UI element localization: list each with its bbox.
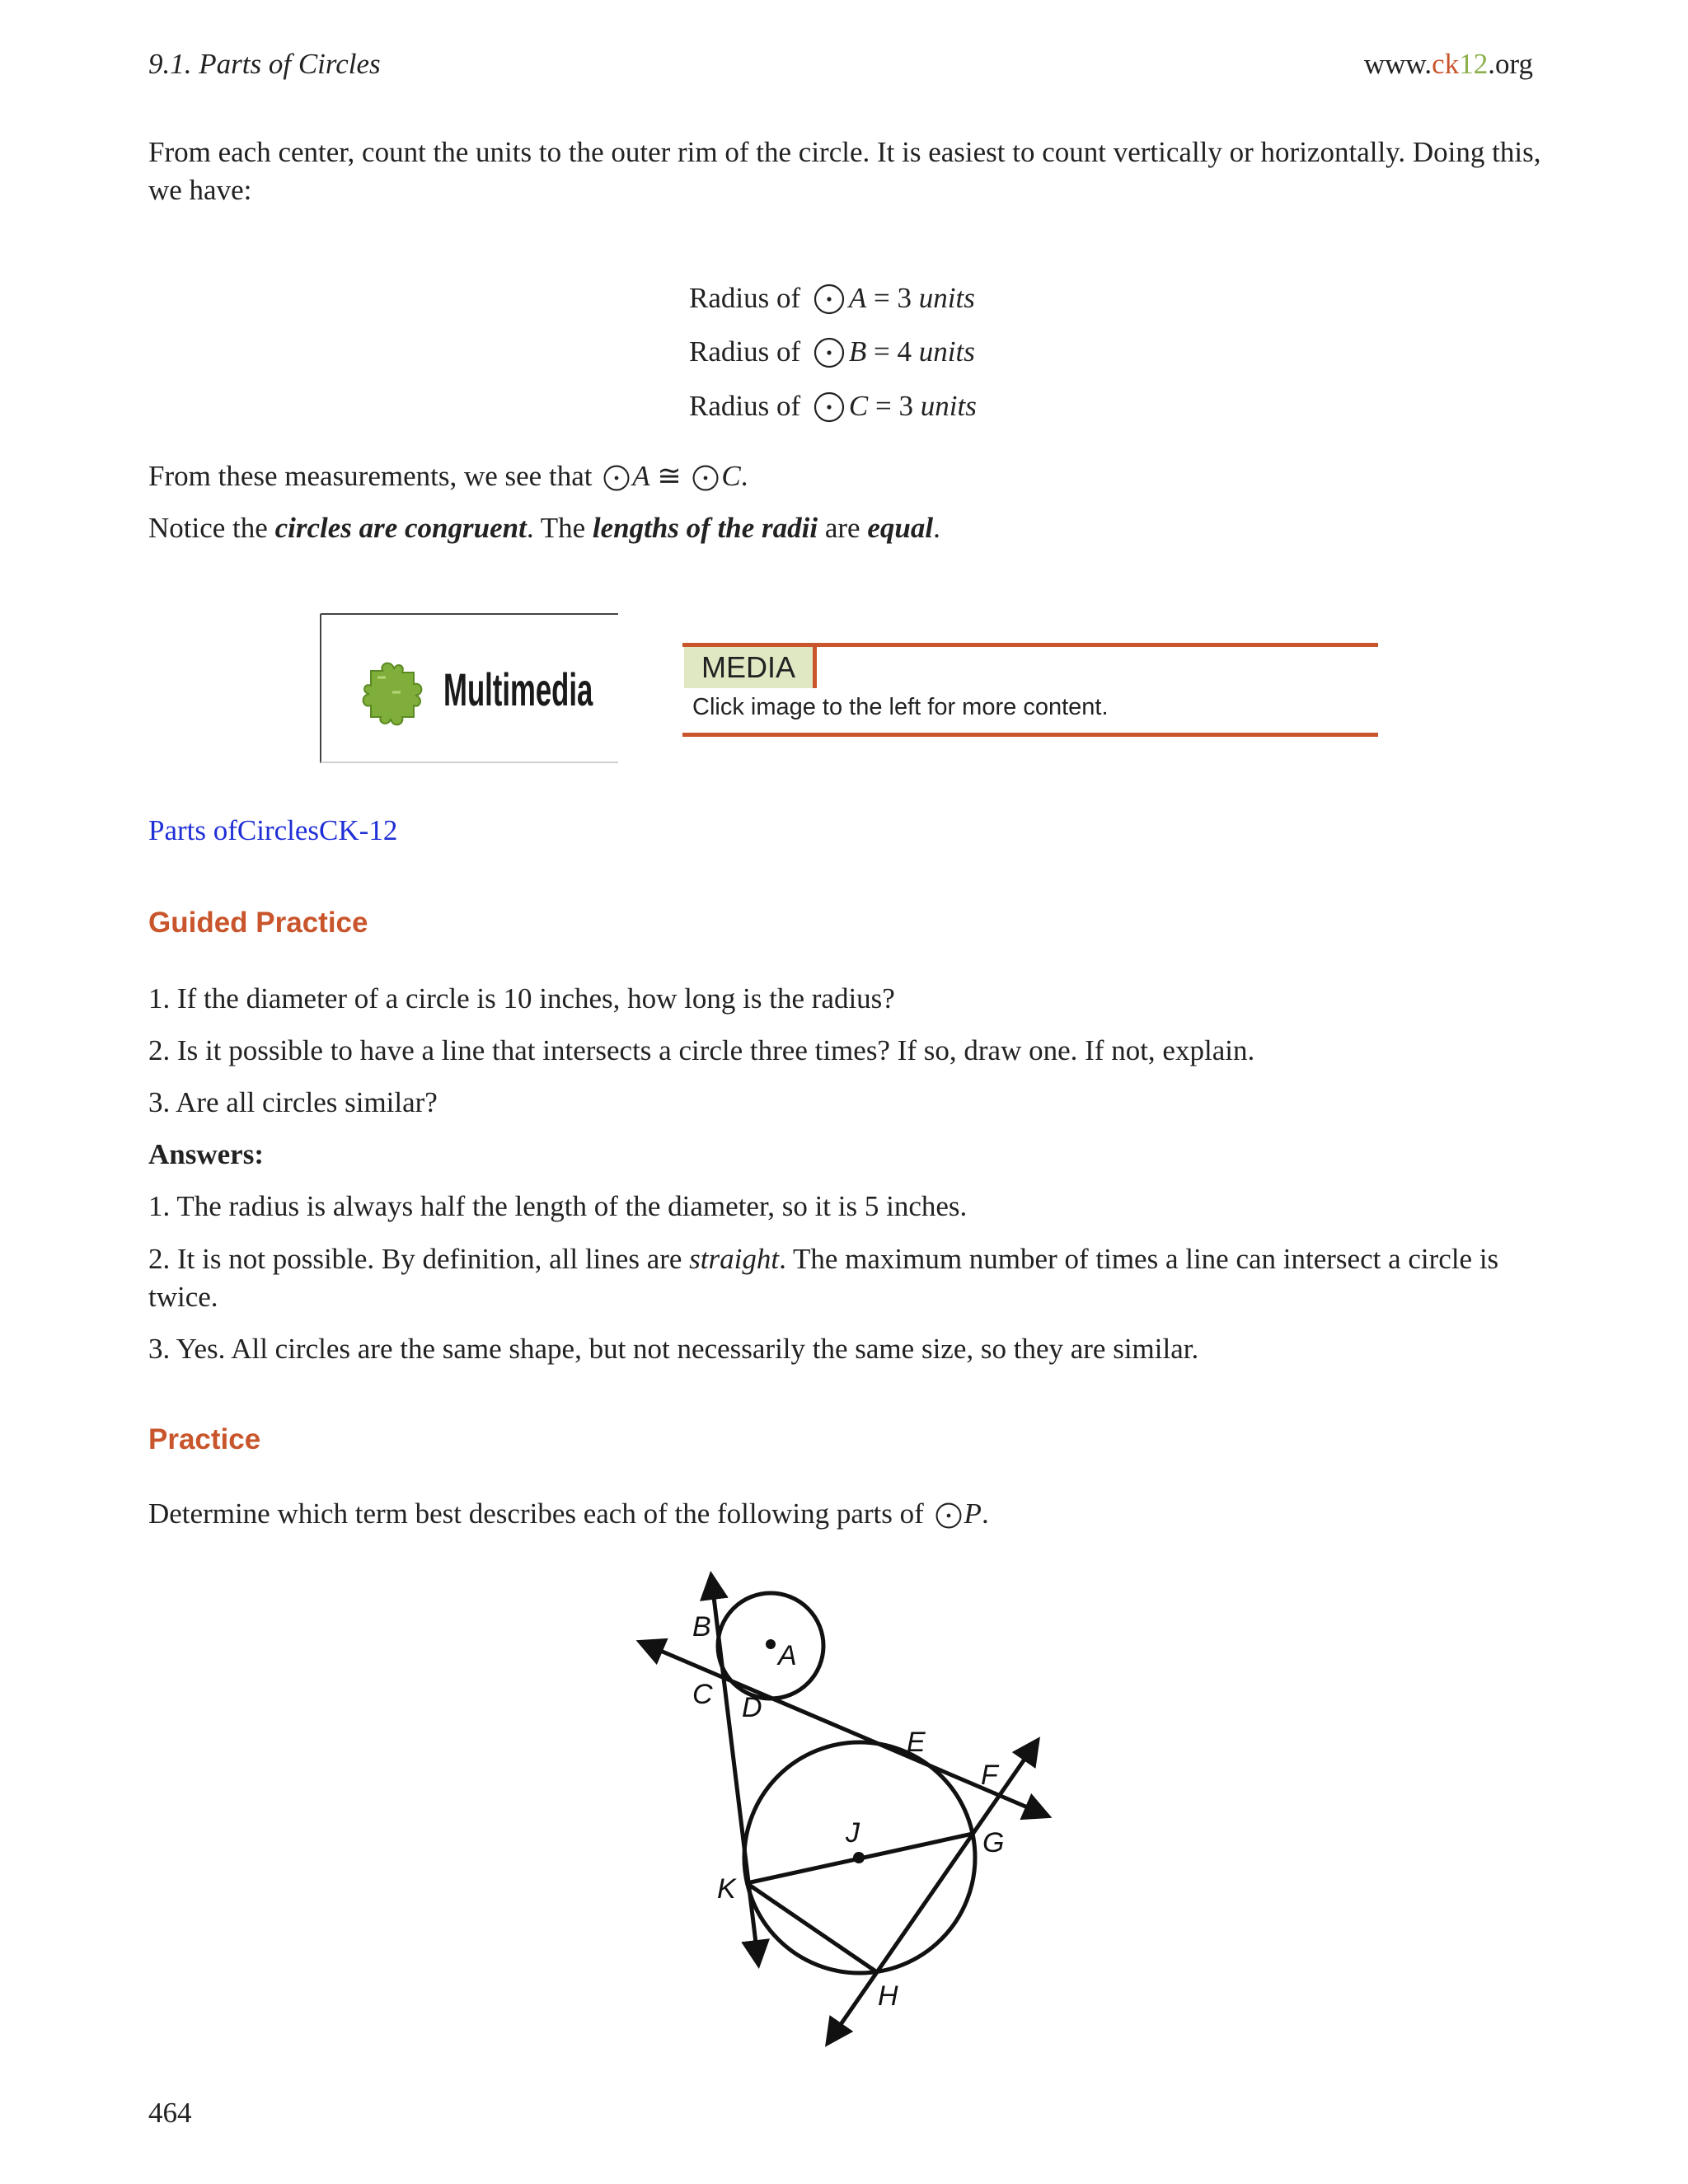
radius-label: Radius of [689, 282, 801, 314]
practice-heading: Practice [148, 1423, 261, 1455]
notice-text: . [933, 512, 940, 544]
answer-1: 1. The radius is always half the length of the diameter, so it is 5 inches. [148, 1190, 968, 1222]
answer-text: 2. It is not possible. By definition, all lines are [148, 1243, 690, 1275]
circle-name: A [632, 460, 650, 492]
label-e: E [907, 1727, 926, 1758]
label-f: F [981, 1760, 998, 1791]
circle-name: C [721, 460, 741, 492]
label-j: J [846, 1817, 860, 1849]
circle-name: A [848, 282, 867, 314]
radius-value: = 4 [874, 335, 912, 368]
congruent-symbol: ≅ [657, 460, 682, 492]
multimedia-thumbnail[interactable] [320, 613, 618, 763]
label-a: A [778, 1640, 797, 1671]
answer-2 [148, 1240, 1541, 1316]
media-tag: MEDIA [684, 647, 817, 688]
period: . [740, 460, 748, 492]
circle-diagram [626, 1562, 1071, 2056]
line-bk [711, 1577, 758, 1963]
radius-line-a [689, 282, 975, 316]
congruence-statement [148, 457, 1541, 495]
circle-dot-symbol [813, 283, 846, 316]
period: . [981, 1497, 989, 1530]
media-box [682, 643, 1378, 737]
point-a [766, 1639, 776, 1649]
circle-name: P [964, 1497, 982, 1530]
notice-emphasis: lengths of the radii [592, 512, 818, 544]
point-j [853, 1852, 865, 1863]
answer-text: . The maximum number of times a line can intersect a circle is twice. [148, 1243, 1499, 1313]
running-header-section: 9.1. Parts of Circles [148, 48, 381, 80]
guided-practice-heading: Guided Practice [148, 907, 368, 939]
circle-dot-symbol [603, 464, 631, 492]
radius-line-b [689, 335, 975, 369]
notice-paragraph [148, 509, 1541, 547]
radius-unit: units [918, 335, 975, 368]
label-h: H [878, 1980, 898, 2012]
media-bottom-rule [682, 733, 1378, 737]
circle-dot-symbol [692, 464, 720, 492]
site-num: 12 [1459, 48, 1489, 80]
media-caption: Click image to the left for more content. [692, 694, 1109, 720]
radius-value: = 3 [874, 282, 912, 314]
puzzle-icon [363, 663, 422, 725]
label-c: C [692, 1679, 713, 1710]
radius-value: = 3 [875, 390, 913, 422]
page-number: 464 [148, 2097, 192, 2129]
answers-heading: Answers: [148, 1138, 264, 1170]
circle-dot-symbol [935, 1502, 963, 1530]
radius-line-c [689, 390, 977, 424]
notice-emphasis: circles are congruent [274, 512, 527, 544]
circle-name: B [848, 335, 867, 368]
circle-dot-symbol [813, 391, 846, 424]
radius-label: Radius of [689, 390, 801, 422]
multimedia-thumb-label: Multimedia [443, 663, 593, 716]
site-suffix: .org [1488, 48, 1533, 80]
notice-text: are [818, 512, 868, 544]
circle-dot-symbol [813, 336, 846, 369]
circle-parts-figure [626, 1562, 1071, 2056]
site-ck: ck [1432, 48, 1460, 80]
label-g: G [982, 1827, 1005, 1858]
question-3: 3. Are all circles similar? [148, 1086, 438, 1118]
intro-paragraph: From each center, count the units to the outer rim of the circle. It is easiest to count vertically or horizontally. Doing this, we have: [148, 136, 1541, 206]
radius-unit: units [918, 282, 975, 314]
label-d: D [742, 1692, 762, 1723]
question-1: 1. If the diameter of a circle is 10 inches, how long is the radius? [148, 982, 895, 1015]
notice-text: . The [526, 512, 593, 544]
parts-of-circles-link[interactable]: Parts ofCirclesCK-12 [148, 814, 398, 846]
congruence-prefix: From these measurements, we see that [148, 460, 593, 492]
radius-label: Radius of [689, 335, 801, 368]
label-b: B [692, 1611, 711, 1643]
notice-text: Notice the [148, 512, 275, 544]
label-k: K [717, 1873, 736, 1905]
circle-name: C [848, 390, 869, 422]
answer-emphasis: straight [689, 1243, 780, 1275]
practice-instruction [148, 1495, 1541, 1533]
instruction-text: Determine which term best describes each of the following parts of [148, 1497, 924, 1530]
notice-emphasis: equal [867, 512, 934, 544]
radius-unit: units [920, 390, 977, 422]
question-2: 2. Is it possible to have a line that intersects a circle three times? If so, draw one. If not, explain. [148, 1034, 1255, 1066]
multimedia-thumbnail-frame [320, 613, 618, 763]
answer-3: 3. Yes. All circles are the same shape, but not necessarily the same size, so they are similar. [148, 1333, 1199, 1365]
site-prefix: www. [1363, 48, 1432, 80]
running-header-site[interactable] [1364, 48, 1533, 81]
secant-line-hf [828, 1741, 1037, 2042]
